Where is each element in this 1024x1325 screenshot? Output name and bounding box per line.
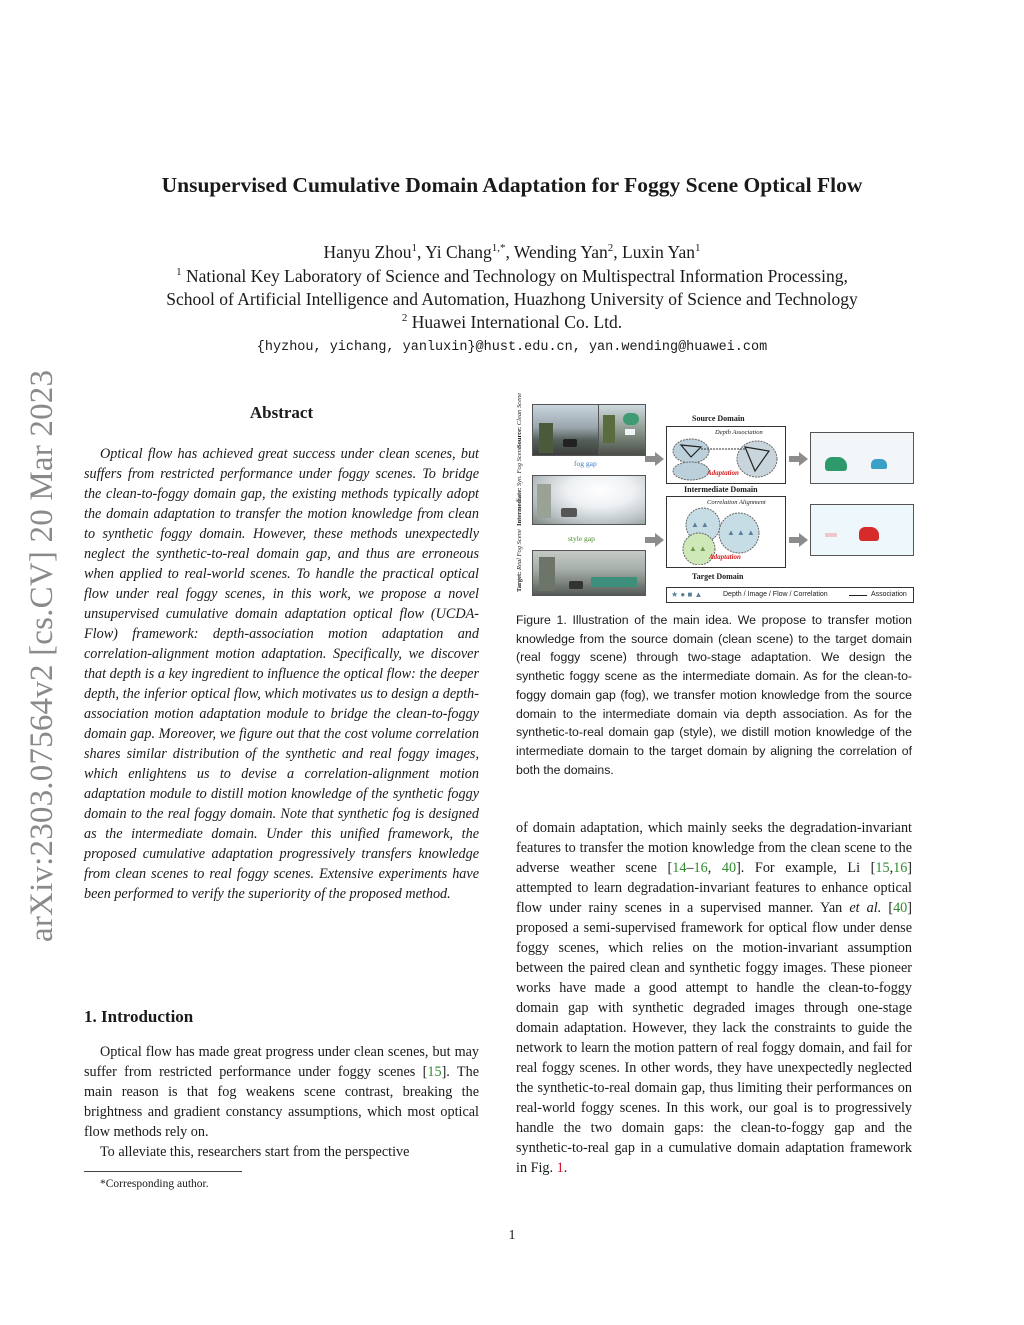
legend-line (849, 595, 867, 596)
fog-gap-label: fog gap (574, 459, 597, 468)
text-run: of domain adaptation, which mainly seeks the degradation-invariant features to transfer the motion knowledge from the clean scene to the adverse weather scene [ (516, 820, 912, 876)
label-subtext: Syn. Fog Scene (516, 446, 523, 487)
text-run: ] attempted to learn degradation-invariant features to enhance optical flow under rainy scenes in a supervised manner. Yan (516, 860, 913, 916)
affiliation-1-line2: School of Artificial Intelligence and Automation, Huazhong University of Science and Technology (166, 289, 858, 309)
author-list: Hanyu Zhou$^1$, Yi Chang$^{1,*}$, Wending Yan$^2$, Luxin Yan$^1$ (323, 242, 701, 262)
source-row-label (516, 393, 524, 448)
author-name: Wending Yan (513, 242, 608, 262)
paper-title: Unsupervised Cumulative Domain Adaptation for Foggy Scene Optical Flow (161, 173, 863, 197)
text-run: , (707, 860, 722, 876)
source-domain-title: Source Domain (692, 414, 745, 423)
affil-mark: 2 (401, 312, 408, 325)
figure-reference-link[interactable]: 1 (556, 1160, 564, 1176)
citation-link[interactable]: 40 (721, 860, 737, 876)
right-column-paragraph (516, 818, 912, 1178)
text-run: Optical flow has made great progress under clean scenes, but may suffer from restricted performance under foggy scenes [ (84, 1044, 479, 1080)
figure-1-caption: Figure 1. Illustration of the main idea. We propose to transfer motion knowledge from the source domain (clean scene) to the target domain (real foggy scene) through two-stage adaptation. We design the synthetic foggy scene as the intermediate domain. As for the clean-to-foggy domain gap (fog), we transfer motion knowledge from the source domain to the intermediate domain via depth association. As for the synthetic-to-real domain gap (style), we distill motion knowledge of the intermediate domain to the target domain by aligning the correlation of both the domains. (516, 613, 912, 777)
correlation-alignment-box (666, 496, 786, 568)
text-run: ]. The main reason is that fog weakens scene contrast, breaking the brightness and gradient constancy assumptions, which most optical flow methods rely on. (84, 1064, 479, 1140)
arrow-right-icon (645, 452, 665, 466)
footnote-rule (84, 1171, 242, 1172)
target-real-fog-image (532, 550, 646, 596)
citation-link[interactable]: 15 (875, 860, 890, 876)
source-clean-image-2 (598, 404, 646, 456)
citation-link[interactable]: 15 (427, 1064, 442, 1080)
affil-mark: 1 (176, 266, 182, 279)
intermediate-domain-title: Intermediate Domain (684, 485, 758, 494)
citation-link[interactable]: 40 (893, 900, 908, 916)
correlation-alignment-label: Correlation Alignment (707, 499, 766, 506)
intro-paragraph-2: To alleviate this, researchers start from the perspective (100, 1144, 410, 1160)
author-name: Hanyu Zhou (323, 242, 412, 262)
author-affil-mark: 1,* (491, 242, 506, 255)
text-run: [ (881, 900, 894, 916)
text-run: ]. For example, Li [ (736, 860, 876, 876)
text-run: ] proposed a semi-supervised framework for optical flow under dense foggy scenes, which relies on the motion-invariant assumption between the paired clean and synthetic foggy images. These pioneer works have made a good attempt to handle the clean-to-foggy domain gap with synthetic degraded images through one-stage domain adaptation. However, they lack the constraints to guide the network to learn the motion pattern of real foggy domain, and fail for real foggy scenes. In other words, they have unexpectedly neglected the synthetic-to-real domain gap, thus limiting their performances on real-world foggy scenes. In this work, our goal is to progressively handle the two domain gaps: the clean-to-foggy gap and the synthetic-to-real gap in a cumulative domain adaptation framework in Fig. (516, 900, 912, 1176)
label-text: Target: (516, 571, 523, 592)
citation-link[interactable]: 16 (693, 860, 708, 876)
arrow-right-icon (789, 452, 809, 466)
author-emails: {hyzhou, yichang, yanluxin}@hust.edu.cn, yan.wending@huawei.com (256, 340, 768, 355)
arrow-right-icon (789, 533, 809, 547)
source-clean-image (532, 404, 600, 456)
text-run: , (889, 860, 894, 876)
style-gap-label: style gap (568, 534, 595, 543)
svg-text:▲ ▲: ▲ ▲ (691, 520, 709, 529)
text-run: et al. (849, 900, 882, 916)
citation-link[interactable]: 16 (893, 860, 908, 876)
page-number: 1 (508, 1228, 516, 1243)
section-heading-introduction: 1. Introduction (84, 1007, 194, 1026)
citation-link[interactable]: 14 (672, 860, 687, 876)
svg-text:▲ ▲: ▲ ▲ (689, 544, 707, 553)
author-name: Luxin Yan (622, 242, 695, 262)
depth-association-box (666, 426, 786, 484)
source-flow-output (810, 432, 914, 484)
affiliation-2 (0, 311, 1024, 334)
text-run: . (563, 1160, 568, 1176)
svg-text:▲ ▲ ▲: ▲ ▲ ▲ (727, 528, 755, 537)
author-name: Yi Chang (425, 242, 492, 262)
legend-shapes-icon: ★ ● ■ ▲ (671, 590, 703, 599)
footnote: *Corresponding author. (100, 1178, 209, 1190)
legend-association-text: Association (871, 591, 907, 598)
intermediate-synthetic-fog-image (532, 475, 646, 525)
author-affil-mark: 2 (607, 242, 614, 255)
target-row-label (516, 529, 524, 592)
label-text: Intermediate: (516, 487, 523, 526)
abstract-heading: Abstract (249, 403, 314, 422)
target-domain-title: Target Domain (692, 572, 744, 581)
author-affil-mark: 1 (411, 242, 417, 255)
affil-text: National Key Laboratory of Science and Technology on Multispectral Information Processing, (186, 266, 848, 286)
abstract-body: Optical flow has achieved great success under clean scenes, but suffers from restricted performance under foggy scenes. To bridge the clean-to-foggy domain gap, the existing methods typically adopt the domain adaptation to transfer the motion knowledge from clean to synthetic foggy domain. However, these methods unexpectedly neglect the synthetic-to-real domain gap, and thus are erroneous when applied to real-world scenes. To handle the practical optical flow under real foggy scenes, in this work, we propose a novel unsupervised cumulative domain adaptation optical flow (UCDA-Flow) framework: depth-association motion adaptation and correlation-alignment motion adaptation. Specifically, we discover that depth is a key ingredient to influence the optical flow: the deeper depth, the inferior optical flow, which motivates us to design a depth-association motion adaptation module to bridge the clean-to-foggy domain gap. Moreover, we figure out that the cost volume correlation shares similar distribution of the synthetic and real foggy images, which enlightens us to devise a correlation-alignment motion adaptation module to distill motion knowledge of the synthetic foggy domain to the real foggy domain. Note that synthetic fog is designed as the intermediate domain. Under this unified framework, the proposed cumulative adaptation progressively transfers knowledge from clean scenes to real foggy scenes. Extensive experiments have been performed to verify the superiority of the proposed method. (84, 446, 479, 902)
label-subtext: Real Fog Scene (516, 529, 523, 571)
affiliation-1 (0, 265, 1024, 288)
intermediate-row-label (516, 446, 524, 526)
label-text: Source: (516, 426, 523, 448)
figure-1 (512, 392, 917, 605)
adaptation-label-2: Adaptation (709, 553, 741, 561)
arxiv-identifier: arXiv:2303.07564v2 [cs.CV] 20 Mar 2023 (24, 369, 60, 942)
arrow-right-icon (645, 533, 665, 547)
affil-text: Huawei International Co. Ltd. (411, 312, 623, 332)
author-affil-mark: 1 (694, 242, 701, 255)
text-run: – (686, 860, 694, 876)
legend-items-text: Depth / Image / Flow / Correlation (723, 591, 828, 598)
depth-association-label: Depth Association (715, 429, 763, 436)
figure-legend (666, 587, 914, 603)
adaptation-label-1: Adaptation (707, 469, 739, 477)
label-subtext: Clean Scene (516, 392, 523, 426)
target-flow-output (810, 504, 914, 556)
intro-paragraph-1 (84, 1042, 479, 1142)
